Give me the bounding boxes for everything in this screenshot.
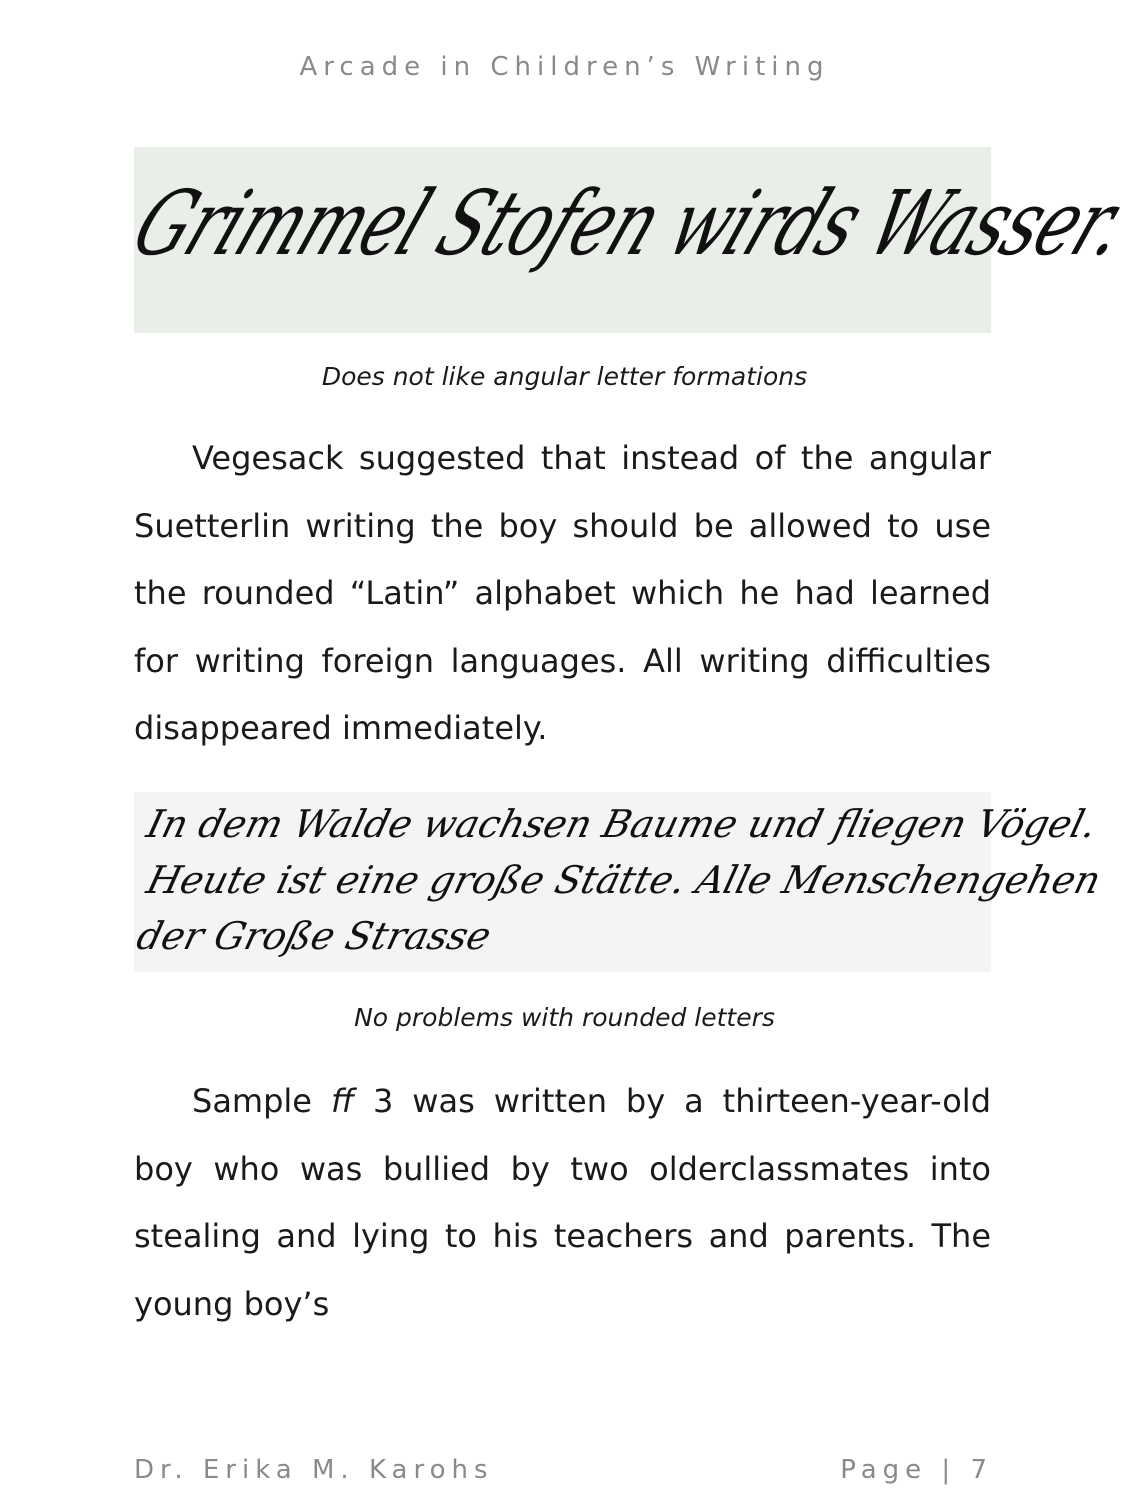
handwriting-line: der Große Strasse (132, 914, 496, 958)
figure-caption-rounded: No problems with rounded letters (354, 1003, 775, 1032)
paragraph-text-start: Sample (192, 1082, 331, 1120)
page-number: Page | 7 (840, 1455, 993, 1485)
handwriting-sample-rounded (132, 792, 1106, 972)
handwriting-line: Heute ist eine große Stätte. Alle Menschengehen (142, 858, 1106, 902)
ff-abbreviation: ff (330, 1082, 355, 1120)
running-header: Arcade in Children’s Writing (299, 52, 830, 82)
handwriting-line: In dem Walde wachsen Baume und fliegen Vögel. (142, 802, 1102, 846)
footer-author: Dr. Erika M. Karohs (134, 1455, 494, 1485)
handwriting-sample-angular (119, 147, 1143, 333)
body-paragraph-2 (134, 1068, 991, 1338)
body-paragraph-1: Vegesack suggested that instead of the angular Suetterlin writing the boy should be allowed to use the rounded “Latin” alphabet which he had learned for writing foreign languages. All writing difficulties disappeared immediately. (134, 439, 991, 747)
handwriting-line: Grimmel Stofen wirds Wasser. (119, 171, 1143, 276)
paragraph-text-rest: 3 was written by a thirteen-year-old boy who was bullied by two olderclassmates into stealing and lying to his teachers and parents. The young boy’s (134, 1082, 992, 1323)
figure-caption-angular: Does not like angular letter formations (321, 362, 808, 391)
